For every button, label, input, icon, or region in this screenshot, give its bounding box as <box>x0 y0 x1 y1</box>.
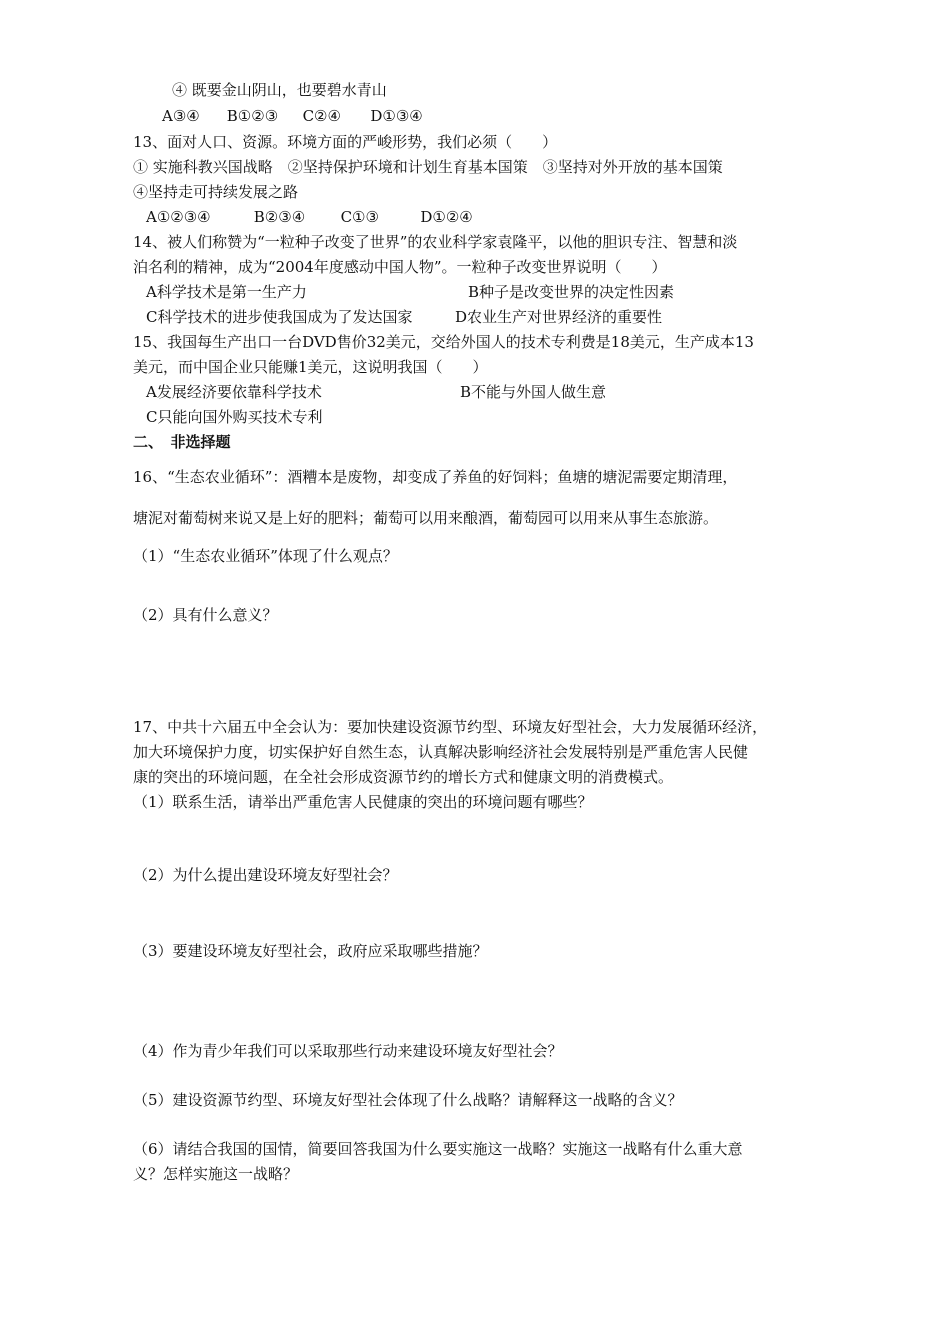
q17-sub-question-6-line1: （6）请结合我国的国情，简要回答我国为什么要实施这一战略？实施这一战略有什么重大意 <box>133 1140 743 1158</box>
q17-stem-line2: 加大环境保护力度，切实保护好自然生态，认真解决影响经济社会发展特别是严重危害人民健 <box>133 743 749 761</box>
q17-sub-question-1: （1）联系生活，请举出严重危害人民健康的突出的环境问题有哪些？ <box>133 793 593 811</box>
q16-sub-question-1: （1）“生态农业循环”体现了什么观点？ <box>133 547 398 565</box>
q13-option-d: D①②④ <box>420 208 473 226</box>
q14-option-b: B种子是改变世界的决定性因素 <box>468 283 675 301</box>
q16-sub-question-2: （2）具有什么意义？ <box>133 606 278 624</box>
q15-option-c: C只能向国外购买技术专利 <box>146 408 323 426</box>
q15-option-a: A发展经济要依靠科学技术 <box>146 383 322 401</box>
q17-stem-line1: 17、中共十六届五中全会认为：要加快建设资源节约型、环境友好型社会，大力发展循环经济， <box>133 718 768 736</box>
q12-option-b: B①②③ <box>226 107 279 125</box>
section-title: 二、 非选择题 <box>133 433 231 451</box>
q17-sub-question-6-line2: 义？怎样实施这一战略？ <box>133 1165 299 1183</box>
q13-items-line2: ④坚持走可持续发展之路 <box>133 183 299 201</box>
q17-sub-question-3: （3）要建设环境友好型社会，政府应采取哪些措施？ <box>133 942 488 960</box>
q14-option-c: C科学技术的进步使我国成为了发达国家 <box>146 308 413 326</box>
q14-stem-line2: 泊名利的精神，成为“2004年度感动中国人物”。一粒种子改变世界说明（ ） <box>133 258 667 276</box>
q12-option-c: C②④ <box>302 107 341 125</box>
q17-sub-question-5: （5）建设资源节约型、环境友好型社会体现了什么战略？请解释这一战略的含义？ <box>133 1091 683 1109</box>
q13-stem: 13、面对人口、资源。环境方面的严峻形势，我们必须（ ） <box>133 133 558 151</box>
q14-stem-line1: 14、被人们称赞为“一粒种子改变了世界”的农业科学家袁隆平，以他的胆识专注、智慧和淡 <box>133 233 738 251</box>
q13-options <box>146 207 473 227</box>
q12-item-4: ④ 既要金山阴山，也要碧水青山 <box>172 81 387 99</box>
q16-stem-line2: 塘泥对葡萄树来说又是上好的肥料；葡萄可以用来酿酒，葡萄园可以用来从事生态旅游。 <box>133 509 719 527</box>
q12-option-d: D①③④ <box>370 107 423 125</box>
q15-stem-line2: 美元，而中国企业只能赚1美元，这说明我国（ ） <box>133 358 488 376</box>
q13-option-b: B②③④ <box>253 208 306 226</box>
q14-option-a: A科学技术是第一生产力 <box>146 283 307 301</box>
q16-stem-line1: 16、“生态农业循环”：酒糟本是废物，却变成了养鱼的好饲料；鱼塘的塘泥需要定期清理， <box>133 468 738 486</box>
q12-option-a: A③④ <box>162 107 200 125</box>
q17-sub-question-4: （4）作为青少年我们可以采取那些行动来建设环境友好型社会？ <box>133 1042 563 1060</box>
q15-stem-line1: 15、我国每生产出口一台DVD售价32美元，交给外国人的技术专利费是18美元，生产成本13 <box>133 333 754 351</box>
q13-option-a: A①②③④ <box>146 208 211 226</box>
q17-sub-question-2: （2）为什么提出建设环境友好型社会？ <box>133 866 398 884</box>
q15-option-b: B不能与外国人做生意 <box>460 383 607 401</box>
q12-options <box>162 106 423 126</box>
q13-items-line1: ① 实施科教兴国战略 ②坚持保护环境和计划生育基本国策 ③坚持对外开放的基本国策 <box>133 158 723 176</box>
q14-option-d: D农业生产对世界经济的重要性 <box>455 308 663 326</box>
q17-stem-line3: 康的突出的环境问题，在全社会形成资源节约的增长方式和健康文明的消费模式。 <box>133 768 674 786</box>
q13-option-c: C①③ <box>340 208 379 226</box>
